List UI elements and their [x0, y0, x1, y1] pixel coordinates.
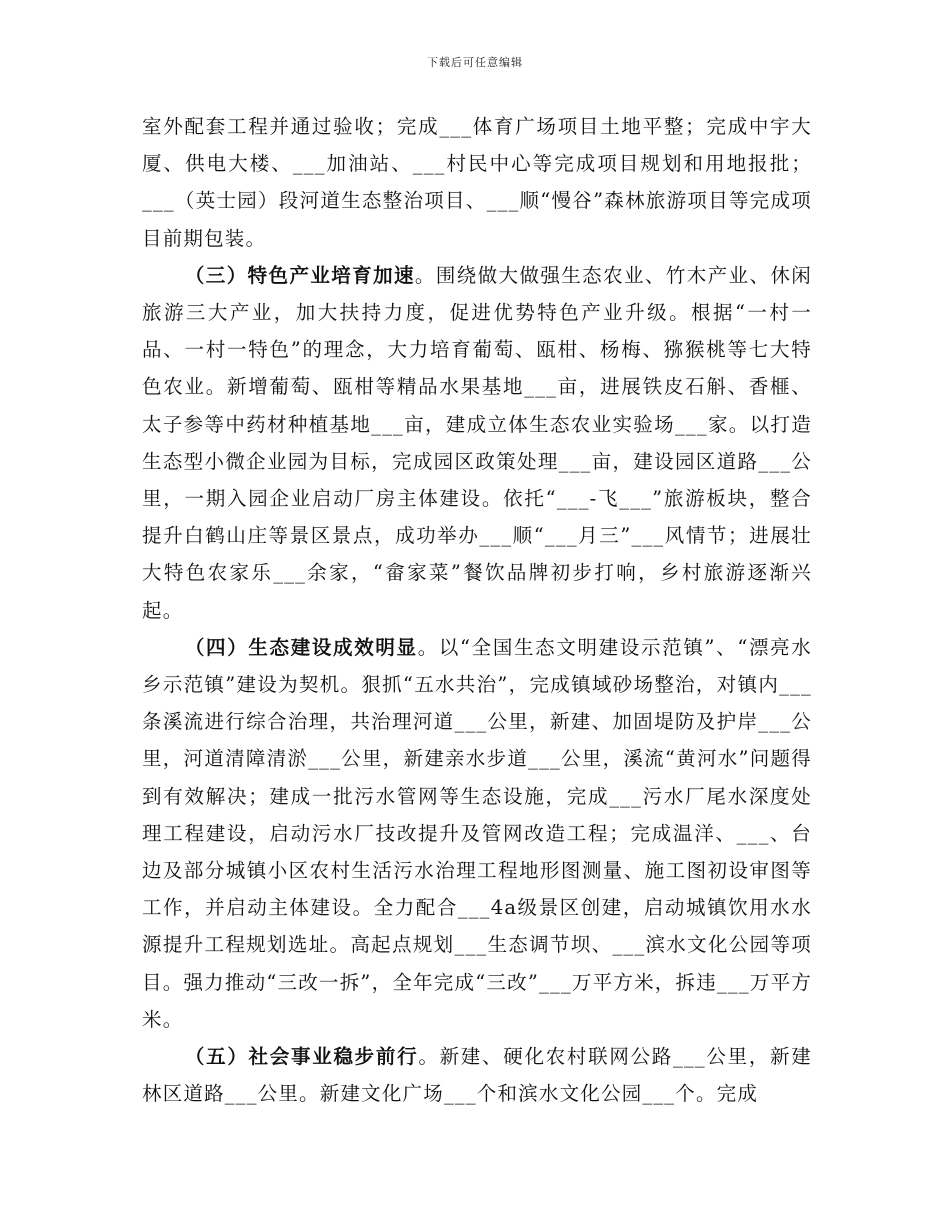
paragraph-text: 。新建、硬化农村联网公路___公里，新建林区道路___公里。新建文化广场___个和滨水文化公园___个。完成 — [142, 1045, 812, 1106]
paragraph-text: 。以“全国生态文明建设示范镇”、“漂亮水乡示范镇”建设为契机。狠抓“五水共治”，完成镇域砂场整治，对镇内___条溪流进行综合治理，共治理河道___公里，新建、加固堤防及护岸___公里，河道清障清淤___公里，新建亲水步道___公里，溪流“黄河水”问题得到有效解决；建成一批污水管网等生态设施，完成___污水厂尾水深度处理工程建设，启动污水厂技改提升及管网改造工程；完成温洋、___、台边及部分城镇小区农村生活污水治理工程地形图测量、施工图初设审图等工作，并启动主体建设。全力配合___4a级景区创建，启动城镇饮用水水源提升工程规划选址。高起点规划___生态调节坝、___滨水文化公园等项目。强力推动“三改一拆”，全年完成“三改”___万平方米，拆违___万平方米。 — [142, 635, 812, 1031]
paragraph-section-3 — [142, 257, 812, 629]
section-heading: （五）社会事业稳步前行 — [184, 1045, 419, 1069]
paragraph-section-5 — [142, 1038, 812, 1112]
section-heading: （四）生态建设成效明显 — [184, 635, 418, 659]
page-header: 下载后可任意编辑 — [427, 56, 523, 69]
paragraph-section-4 — [142, 629, 812, 1038]
paragraph-text: 。围绕做大做强生态农业、竹木产业、休闲旅游三大产业，加大扶持力度，促进优势特色产业升级。根据“一村一品、一村一特色”的理念，大力培育葡萄、瓯柑、杨梅、猕猴桃等七大特色农业。新增葡萄、瓯柑等精品水果基地___亩，进展铁皮石斛、香榧、太子参等中药材种植基地___亩，建成立体生态农业实验场___家。以打造生态型小微企业园为目标，完成园区政策处理___亩，建设园区道路___公里，一期入园企业启动厂房主体建设。依托“___-飞___”旅游板块，整合提升白鹤山庄等景区景点，成功举办___顺“___月三”___风情节；进展壮大特色农家乐___余家，“畲家菜”餐饮品牌初步打响，乡村旅游逐渐兴起。 — [142, 263, 812, 622]
paragraph-text: 室外配套工程并通过验收；完成___体育广场项目土地平整；完成中宇大厦、供电大楼、___加油站、___村民中心等完成项目规划和用地报批；___（英士园）段河道生态整治项目、___顺“慢谷”森林旅游项目等完成项目前期包装。 — [142, 115, 812, 250]
document-body — [142, 108, 812, 1112]
paragraph-continuation — [142, 108, 812, 257]
section-heading: （三）特色产业培育加速 — [184, 263, 415, 287]
